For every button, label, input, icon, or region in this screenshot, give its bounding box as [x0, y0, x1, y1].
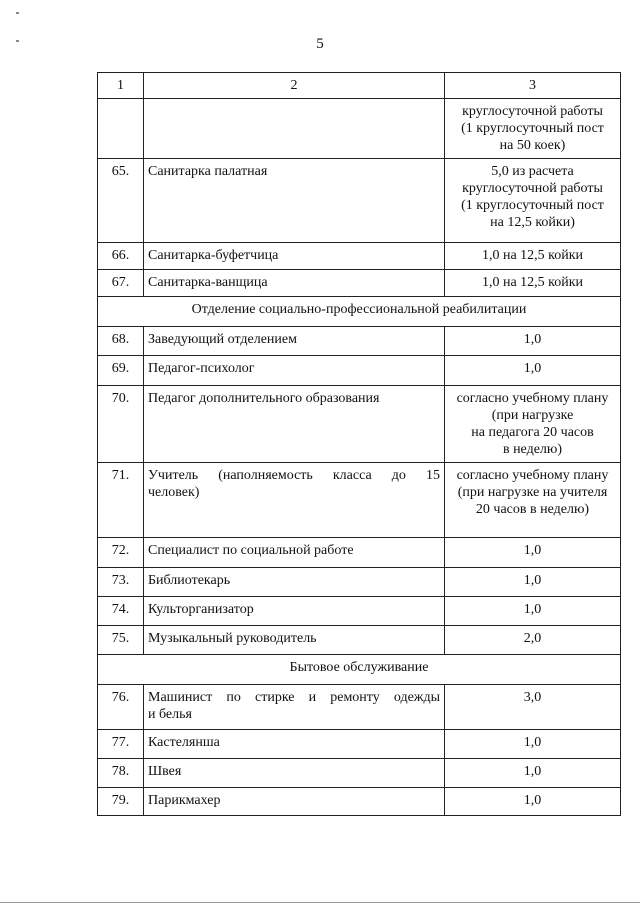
staff-units: [445, 626, 621, 655]
column-position-header: 2: [144, 73, 445, 99]
row-number: 72.: [98, 538, 144, 568]
table-row: [98, 759, 621, 788]
staff-units-line: 1,0: [523, 361, 542, 376]
row-number: 74.: [98, 597, 144, 626]
table-row: [98, 538, 621, 568]
staff-units-line: на педагога 20 часов: [471, 425, 594, 440]
staff-units-line: в неделю): [502, 442, 563, 457]
staff-units: [445, 270, 621, 297]
staff-units: [445, 538, 621, 568]
staff-units-line: 1,0: [523, 793, 542, 808]
column-value-header: 3: [445, 73, 621, 99]
staff-units-line: на 12,5 койки): [490, 215, 575, 230]
table-row: [98, 99, 621, 159]
table-row: [98, 243, 621, 270]
position-name: Парикмахер: [144, 788, 445, 816]
staff-units-line: (при нагрузке на учителя: [457, 485, 608, 500]
position-name: [144, 463, 445, 538]
staff-units-line: 1,0: [523, 735, 542, 750]
table-header-row: [98, 73, 621, 99]
position-name: [144, 685, 445, 730]
row-number: 69.: [98, 356, 144, 386]
position-name-line: человек): [148, 485, 200, 500]
staff-units-line: 1,0: [523, 543, 542, 558]
staff-units: [445, 99, 621, 159]
table-row: [98, 597, 621, 626]
position-name: Педагог дополнительного образования: [144, 386, 445, 463]
row-number: 66.: [98, 243, 144, 270]
row-number: 73.: [98, 568, 144, 597]
table-row: [98, 568, 621, 597]
staff-units: [445, 159, 621, 243]
table-row: [98, 685, 621, 730]
position-name: Заведующий отделением: [144, 327, 445, 356]
scan-mark: [16, 12, 19, 14]
staff-units-line: 2,0: [523, 631, 542, 646]
section-row: [98, 655, 621, 685]
staff-units-line: 1,0: [523, 332, 542, 347]
staff-units-line: согласно учебному плану: [456, 468, 609, 483]
table-row: [98, 463, 621, 538]
page-bottom-edge: [0, 902, 640, 903]
position-name: [144, 99, 445, 159]
table-row: [98, 327, 621, 356]
position-name: Швея: [144, 759, 445, 788]
position-name: Специалист по социальной работе: [144, 538, 445, 568]
staff-units-line: 20 часов в неделю): [475, 502, 590, 517]
staff-units: [445, 243, 621, 270]
staff-units-line: 1,0 на 12,5 койки: [481, 275, 584, 290]
staff-units: [445, 386, 621, 463]
row-number: 75.: [98, 626, 144, 655]
row-number: 71.: [98, 463, 144, 538]
scan-mark: [16, 40, 19, 42]
staff-units-line: на 50 коек): [499, 138, 566, 153]
staffing-table-body: [98, 73, 621, 816]
row-number: 76.: [98, 685, 144, 730]
position-name: Культорганизатор: [144, 597, 445, 626]
table-row: [98, 386, 621, 463]
staff-units-line: 1,0: [523, 602, 542, 617]
section-row: [98, 297, 621, 327]
position-name-line: Учитель (наполняемость класса до 15: [148, 468, 440, 483]
staff-units: [445, 788, 621, 816]
section-title: Бытовое обслуживание: [98, 655, 621, 685]
staff-units: [445, 759, 621, 788]
table-row: [98, 159, 621, 243]
position-name-line: Машинист по стирке и ремонту одежды: [148, 690, 440, 705]
staff-units: [445, 730, 621, 759]
staff-units: [445, 463, 621, 538]
staff-units-line: 3,0: [523, 690, 542, 705]
staff-units: [445, 568, 621, 597]
row-number: 70.: [98, 386, 144, 463]
staff-units: [445, 597, 621, 626]
table-row: [98, 788, 621, 816]
row-number: 77.: [98, 730, 144, 759]
row-number: 65.: [98, 159, 144, 243]
staff-units-line: 1,0: [523, 573, 542, 588]
position-name: Педагог-психолог: [144, 356, 445, 386]
row-number: 68.: [98, 327, 144, 356]
row-number: 79.: [98, 788, 144, 816]
table-row: [98, 626, 621, 655]
staff-units-line: (1 круглосуточный пост: [461, 198, 604, 213]
position-name-line: и белья: [148, 707, 192, 722]
row-number: 67.: [98, 270, 144, 297]
staff-units: [445, 685, 621, 730]
position-name: Музыкальный руководитель: [144, 626, 445, 655]
staff-units: [445, 327, 621, 356]
table-row: [98, 270, 621, 297]
staff-units-line: круглосуточной работы: [462, 104, 603, 119]
position-name: Библиотекарь: [144, 568, 445, 597]
table-row: [98, 730, 621, 759]
table-row: [98, 356, 621, 386]
column-number-header: 1: [98, 73, 144, 99]
position-name: Кастелянша: [144, 730, 445, 759]
staff-units-line: 5,0 из расчета: [491, 164, 574, 179]
staff-units: [445, 356, 621, 386]
staff-units-line: (1 круглосуточный пост: [461, 121, 604, 136]
position-name: Санитарка-буфетчица: [144, 243, 445, 270]
position-name: Санитарка-ванщица: [144, 270, 445, 297]
staff-units-line: 1,0: [523, 764, 542, 779]
staff-units-line: 1,0 на 12,5 койки: [481, 248, 584, 263]
position-name: Санитарка палатная: [144, 159, 445, 243]
staffing-table: [97, 72, 621, 816]
page-number: 5: [316, 36, 324, 52]
staff-units-line: круглосуточной работы: [462, 181, 603, 196]
staff-units-line: согласно учебному плану: [456, 391, 609, 406]
section-title: Отделение социально-профессиональной реабилитации: [98, 297, 621, 327]
row-number: [98, 99, 144, 159]
staff-units-line: (при нагрузке: [491, 408, 574, 423]
row-number: 78.: [98, 759, 144, 788]
